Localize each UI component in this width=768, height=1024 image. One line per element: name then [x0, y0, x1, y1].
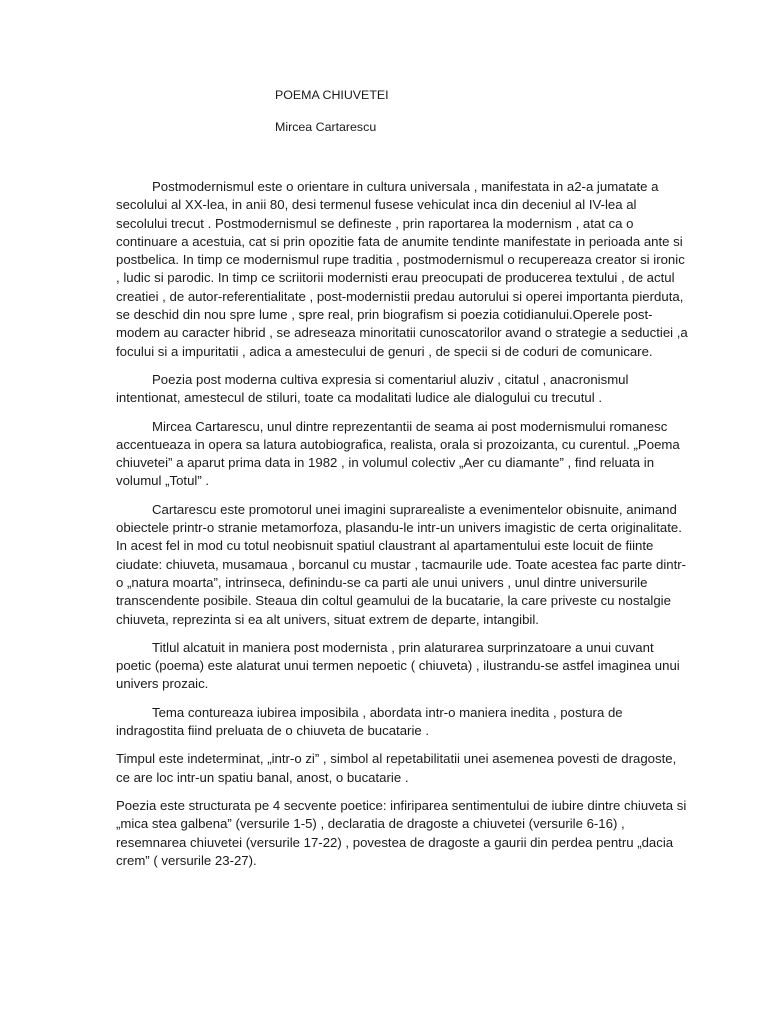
paragraph-title: Titlul alcatuit in maniera post modernista , prin alaturarea surprinzatoare a unui cuvant poetic (poema) este alaturat unui termen nepoetic ( chiuveta) , ilustrandu-se astfel imaginea unui univers prozaic.: [116, 639, 680, 692]
paragraph-theme: Tema contureaza iubirea imposibila , abordata intr-o maniera inedita , postura de indragostita fiind preluata de o chiuveta de bucatarie .: [116, 704, 623, 739]
paragraph-poetry: Poezia post moderna cultiva expresia si comentariul aluziv , citatul , anacronismul intentionat, amestecul de stiluri, toate ca modalitati ludice ale dialogului cu trecutul .: [116, 371, 629, 406]
paragraph-imagery: Cartarescu este promotorul unei imagini suprarealiste a evenimentelor obisnuite, animand obiectele printr-o stranie metamorfoza, plasandu-le intr-un univers imagistic de certa originalitate. In acest fel in mod cu totul neobisnuit spatiul claustrant al apartamentului este locuit de fiinte ciudate: chiuveta, musamaua , borcanul cu mustar , tacmaurile ude. Toate acestea fac parte dintr-o „natura moarta”, intrinseca, definindu-se ca parti ale unui univers , unul dintre universurile transcendente posibile. Steaua din coltul geamului de la bucatarie, la care priveste cu nostalgie chiuveta, reprezinta si ea alt univers, situat extrem de departe, intangibil.: [116, 501, 687, 627]
document-body: [116, 178, 688, 880]
paragraph-author: Mircea Cartarescu, unul dintre reprezentantii de seama ai post modernismului romanesc accentueaza in opera sa latura autobiografica, realista, orala si prozoizanta, cu curentul. „Poema chiuvetei” a aparut prima data in 1982 , in volumul colectiv „Aer cu diamante” , find reluata in volumul „Totul” .: [116, 418, 680, 489]
title-block: [275, 87, 389, 135]
paragraph-structure: Poezia este structurata pe 4 secvente poetice: infiriparea sentimentului de iubire dintre chiuveta si „mica stea galbena” (versurile 1-5) , declaratia de dragoste a chiuvetei (versurile 6-16) , resemnarea chiuvetei (versurile 17-22) , povestea de dragoste a gaurii din perdea pentru „dacia crem” ( versurile 23-27).: [116, 797, 687, 868]
paragraph-intro-postmodernism: Postmodernismul este o orientare in cultura universala , manifestata in a2-a jumatate a secolului al XX-lea, in anii 80, desi termenul fusese vehiculat inca din deceniul al IV-lea al secolului trecut . Postmodernismul se defineste , prin raportarea la modernism , atat ca o continuare a acestuia, cat si prin opozitie fata de anumite tendinte manifestate in perioada ante si postbelica. In timp ce modernismul rupe traditia , postmodernismul o recupereaza creator si ironic , ludic si parodic. In timp ce scriitorii modernisti erau preocupati de producerea textului , de actul creatiei , de autor-referentialitate , post-modernistii predau autorului si operei importanta pierduta, se deschid din nou spre lume , spre real, prin biografism si poezia cotidianului.Operele post-modem au caracter hibrid , se adreseaza minoritatii cunoscatorilor avand o strategie a seductiei ,a focului si a impuritatii , adica a amestecului de genuri , de specii si de coduri de comunicare.: [116, 179, 688, 359]
paragraph-time: Timpul este indeterminat, „intr-o zi” , simbol al repetabilitatii unei asemenea povesti de dragoste, ce are loc intr-un spatiu banal, anost, o bucatarie .: [116, 751, 677, 785]
document-author: Mircea Cartarescu: [275, 120, 377, 134]
document-title: POEMA CHIUVETEI: [275, 88, 389, 102]
